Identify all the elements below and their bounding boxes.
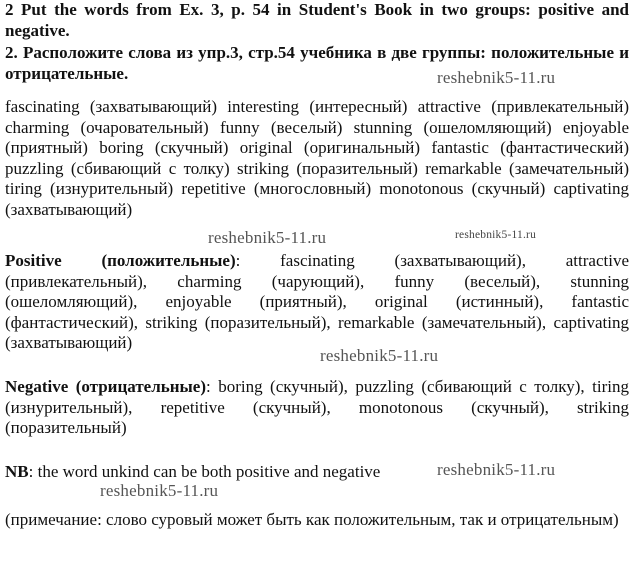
note-label: NB [5,462,29,481]
watermark-text: reshebnik5-11.ru [208,228,327,247]
task-title-english: 2 Put the words from Ex. 3, p. 54 in Student's Book in two groups: positive and negative. [5,0,629,40]
negative-text: : boring (скучный), puzzling (сбивающий с толку), tiring (изнурительный), repetitive (скучный), monotonous (скучный), striking (поразительный) [5,377,629,437]
note-russian: (примечание: слово суровый может быть как положительным, так и отрицательным) [5,510,619,529]
positive-label: Positive (положительные) [5,251,236,270]
negative-label: Negative (отрицательные) [5,377,207,396]
positive-text: : fascinating (захватывающий), attractive (привлекательный), charming (чарующий), funny (веселый), stunning (ошеломляющий), enjoyable (приятный), original (истинный), fantastic (фантастический), striking (поразительный), remarkable (замечательный), captivating (захватывающий) [5,251,629,352]
negative-group [5,377,629,439]
watermark-text: reshebnik5-11.ru [320,346,439,365]
watermark-text: reshebnik5-11.ru [100,481,219,500]
watermark-text: reshebnik5-11.ru [437,68,556,87]
watermark-text-small: reshebnik5-11.ru [455,229,537,241]
word-list: fascinating (захватывающий) interesting (интересный) attractive (привлекательный) charming (очаровательный) funny (веселый) stunning (ошеломляющий) enjoyable (приятный) boring (скучный) original (оригинальный) fantastic (фантастический) puzzling (сбивающий с толку) striking (поразительный) remarkable (замечательный) tiring (изнурительный) repetitive (многословный) monotonous (скучный) captivating (захватывающий) [5,97,629,219]
task-title-russian: 2. Расположите слова из упр.3, стр.54 учебника в две группы: положительные и отрицательные. [5,43,629,83]
positive-group [5,251,629,354]
watermark-text: reshebnik5-11.ru [437,460,556,479]
note-text: : the word unkind can be both positive and negative [28,462,381,481]
